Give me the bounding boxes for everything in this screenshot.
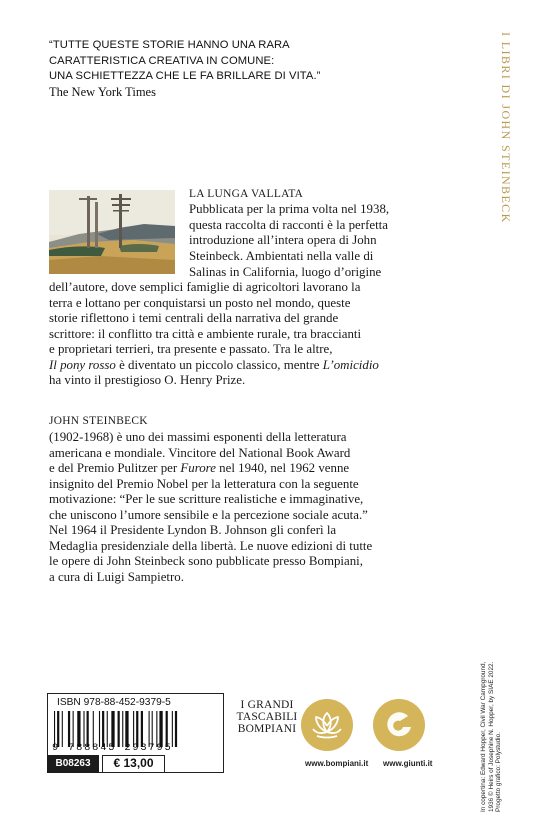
isbn-label: ISBN 978-88-452-9379-5	[57, 697, 171, 708]
description-line: Steinbeck. Ambientati nella valle di	[189, 249, 374, 263]
quote-line: CARATTERISTICA CREATIVA IN COMUNE:	[49, 54, 275, 67]
description-fragment: è diventato un piccolo classico, mentre	[115, 358, 323, 372]
series-line: BOMPIANI	[237, 722, 297, 735]
description-line: Salinas in California, luogo d’origine	[189, 265, 382, 279]
bio-fragment: e del Premio Pulitzer per	[49, 461, 181, 475]
description-line: ha vinto il prestigioso O. Henry Prize.	[49, 373, 246, 387]
book-title-furore: Furore	[180, 461, 216, 475]
description-line: terra e lottano per conquistarsi un posto nel mondo, queste	[49, 296, 351, 310]
publisher-url-giunti[interactable]: www.giunti.it	[383, 759, 433, 768]
spine-series-label: I LIBRI DI JOHN STEINBECK	[499, 32, 513, 224]
credit-line: 1936 © Heirs of Josephine N. Hopper, by SIAE 2022.	[487, 661, 495, 812]
quote-source: The New York Times	[49, 85, 156, 99]
bio-line: le opere di John Steinbeck sono pubblicate presso Bompiani,	[49, 554, 363, 568]
description-line: Pubblicata per la prima volta nel 1938,	[189, 202, 390, 216]
bio-line: americana e mondiale. Vincitore del National Book Award	[49, 446, 351, 460]
book-title: LA LUNGA VALLATA	[189, 188, 304, 200]
cover-credits	[480, 632, 520, 812]
series-line: I GRANDI	[240, 699, 294, 711]
quote-line: “TUTTE QUESTE STORIE HANNO UNA RARA	[49, 39, 290, 51]
description-line	[49, 358, 379, 374]
bio-fragment: nel 1940, nel 1962 venne	[215, 461, 350, 475]
cover-painting-thumbnail	[49, 190, 175, 274]
bio-line: motivazione: “Per le sue scritture realistiche e immaginative,	[49, 492, 364, 506]
description-line: dell’autore, dove semplici famiglie di agricoltori lavorano la	[49, 280, 361, 294]
story-title-omicidio: L’omicidio	[322, 358, 379, 372]
story-title-pony: Il pony rosso	[49, 358, 116, 372]
series-line: TASCABILI	[236, 710, 298, 723]
author-name: JOHN STEINBECK	[49, 415, 148, 427]
cover-quote	[49, 38, 449, 85]
description-line: introduzione all’intera opera di John	[189, 233, 377, 247]
spine-series-title	[497, 32, 517, 222]
publisher-url-bompiani[interactable]: www.bompiani.it	[305, 759, 369, 768]
swirl-icon	[373, 699, 425, 751]
bio-line	[49, 461, 349, 477]
bio-line: che uniscono l’umore sensibile e la percezione sociale acuta.”	[49, 508, 368, 522]
bio-line: a cura di Luigi Sampietro.	[49, 570, 184, 584]
lotus-icon	[301, 699, 353, 751]
bio-line: insignito del Premio Nobel per la letteratura con la seguente	[49, 477, 359, 491]
bio-line: (1902-1968) è uno dei massimi esponenti della letteratura	[49, 430, 347, 444]
bio-line: Medaglia presidenziale della libertà. Le nuove edizioni di tutte	[49, 539, 373, 553]
credit-line: In copertina: Edward Hopper, Civil War Campground,	[480, 661, 487, 812]
description-line: questa raccolta di racconti è la perfetta	[189, 218, 388, 232]
bio-line: Nel 1964 il Presidente Lyndon B. Johnson gli conferì la	[49, 523, 337, 537]
description-line: scrittore: il conflitto tra città e ambiente rurale, tra braccianti	[49, 327, 362, 341]
barcode-digits: 9 788845 293795	[52, 742, 173, 754]
product-code-badge: B08263	[47, 755, 99, 773]
painting-image	[49, 190, 175, 274]
series-name	[235, 700, 299, 735]
credit-line: Progetto grafico: Polystudio.	[495, 732, 503, 812]
quote-line: UNA SCHIETTEZZA CHE LE FA BRILLARE DI VITA.”	[49, 70, 321, 82]
price-label: € 13,00	[102, 755, 165, 773]
description-line: storie riflettono i temi centrali della narrativa del grande	[49, 311, 339, 325]
description-line: e proprietari terrieri, tra presente e passato. Tra le altre,	[49, 342, 333, 356]
